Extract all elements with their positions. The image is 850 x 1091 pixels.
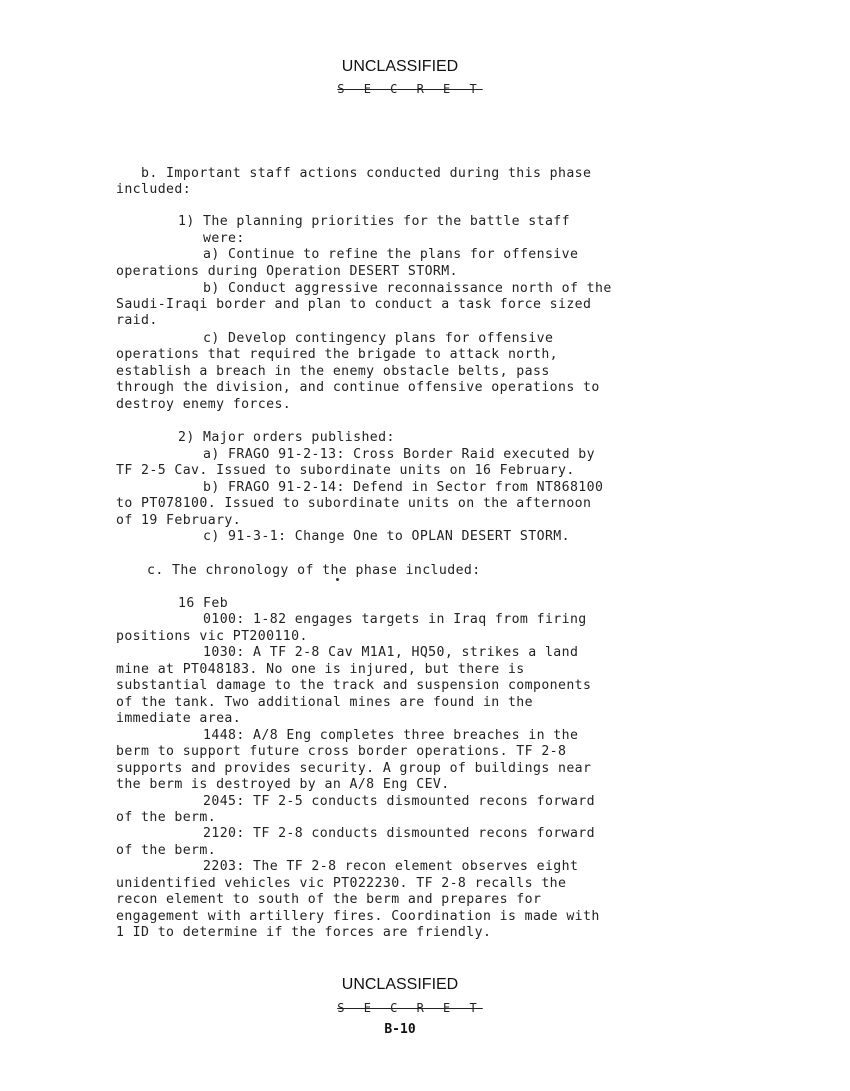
chronology-line: substantial damage to the track and suspension components — [116, 678, 592, 693]
chronology-line: supports and provides security. A group of buildings near — [116, 761, 592, 776]
section-b-intro-line-1: b. Important staff actions conducted during this phase — [116, 166, 592, 181]
chronology-line: 2203: The TF 2-8 recon element observes eight — [178, 859, 579, 874]
chronology-line: of the berm. — [116, 810, 217, 825]
item1-line: raid. — [116, 313, 158, 328]
chronology-line: berm to support future cross border operations. TF 2-8 — [116, 744, 567, 759]
chronology-line: 2120: TF 2-8 conducts dismounted recons forward — [178, 826, 595, 841]
item2-line: c) 91-3-1: Change One to OPLAN DESERT STORM. — [178, 529, 570, 544]
item1-line: operations during Operation DESERT STORM. — [116, 264, 458, 279]
item1-line: establish a breach in the enemy obstacle belts, pass — [116, 364, 550, 379]
item1-line: through the division, and continue offensive operations to — [116, 380, 600, 395]
item1-line: were: — [178, 231, 245, 246]
page-number: B-10 — [384, 1022, 416, 1037]
chronology-date: 16 Feb — [178, 596, 229, 611]
chronology-line: 2045: TF 2-5 conducts dismounted recons forward — [178, 794, 595, 809]
item2-line: TF 2-5 Cav. Issued to subordinate units on 16 February. — [116, 463, 575, 478]
chronology-line: of the berm. — [116, 843, 217, 858]
item1-line: operations that required the brigade to attack north, — [116, 347, 558, 362]
item2-line: 2) Major orders published: — [178, 430, 395, 445]
item1-line: b) Conduct aggressive reconnaissance north of the — [178, 281, 612, 296]
item1-line: 1) The planning priorities for the battle staff — [178, 214, 570, 229]
chronology-line: of the tank. Two additional mines are found in the — [116, 695, 533, 710]
chronology-line: the berm is destroyed by an A/8 Eng CEV. — [116, 777, 450, 792]
chronology-line: immediate area. — [116, 711, 242, 726]
chronology-line: positions vic PT200110. — [116, 629, 308, 644]
item2-line: of 19 February. — [116, 513, 242, 528]
chronology-line: recon element to south of the berm and prepares for — [116, 892, 542, 907]
chronology-line: mine at PT048183. No one is injured, but there is — [116, 662, 525, 677]
section-c-intro: c. The chronology of the phase included: — [147, 563, 481, 578]
chronology-line: engagement with artillery fires. Coordination is made with — [116, 909, 600, 924]
item2-line: a) FRAGO 91-2-13: Cross Border Raid executed by — [178, 447, 595, 462]
item2-line: to PT078100. Issued to subordinate units on the afternoon — [116, 496, 592, 511]
section-b-intro-line-2: included: — [116, 182, 192, 197]
item1-line: destroy enemy forces. — [116, 397, 292, 412]
header-struck-marking: S E C R E T — [337, 82, 483, 96]
chronology-line: 1448: A/8 Eng completes three breaches in the — [178, 728, 579, 743]
item1-line: Saudi-Iraqi border and plan to conduct a task force sized — [116, 297, 592, 312]
item1-line: c) Develop contingency plans for offensive — [178, 331, 554, 346]
chronology-line: 0100: 1-82 engages targets in Iraq from firing — [178, 612, 587, 627]
chronology-line: 1030: A TF 2-8 Cav M1A1, HQ50, strikes a land — [178, 645, 579, 660]
chronology-line: unidentified vehicles vic PT022230. TF 2-8 recalls the — [116, 876, 567, 891]
footer-struck-marking: S E C R E T — [337, 1001, 483, 1015]
item1-line: a) Continue to refine the plans for offensive — [178, 247, 579, 262]
chronology-line: 1 ID to determine if the forces are friendly. — [116, 925, 492, 940]
stray-mark — [336, 578, 339, 581]
item2-line: b) FRAGO 91-2-14: Defend in Sector from NT868100 — [178, 480, 604, 495]
header-classification: UNCLASSIFIED — [341, 58, 459, 75]
footer-classification: UNCLASSIFIED — [341, 976, 459, 993]
